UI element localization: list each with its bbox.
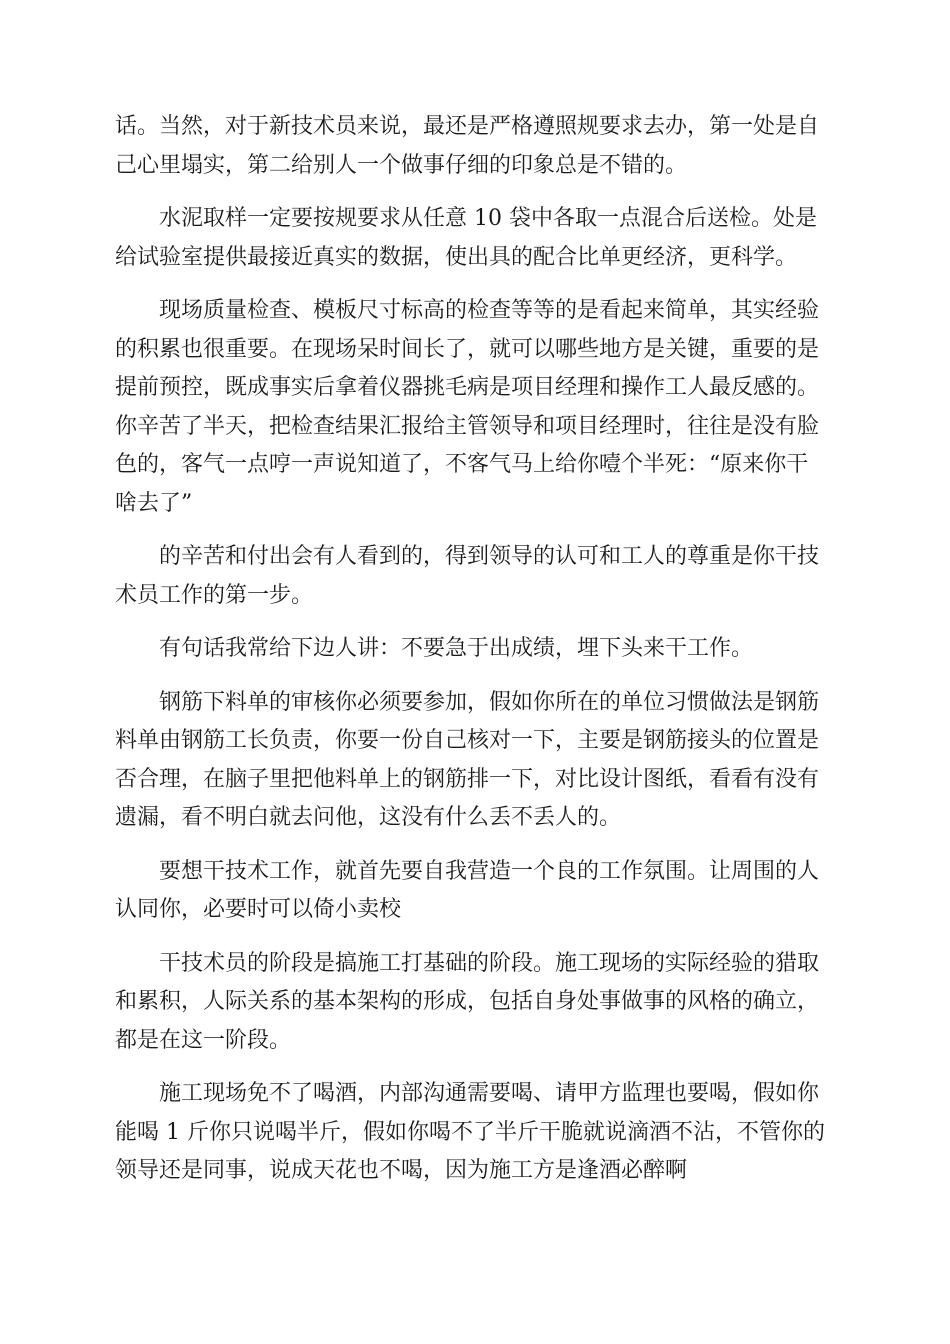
paragraph-3 xyxy=(115,292,835,523)
paragraph-line: 你辛苦了半天，把检查结果汇报给主管领导和项目经理时，往往是没有脸 xyxy=(115,413,820,439)
paragraph-line: 的积累也很重要。在现场呆时间长了，就可以哪些地方是关键，重要的是 xyxy=(115,336,820,362)
paragraph-6 xyxy=(115,684,835,838)
paragraph-line: 否合理，在脑子里把他料单上的钢筋排一下，对比设计图纸，看看有没有 xyxy=(115,766,820,792)
paragraph-line: 能喝 1 斤你只说喝半斤，假如你喝不了半斤干脆就说滴酒不沾，不管你的 xyxy=(115,1119,825,1145)
paragraph-line: 给试验室提供最接近真实的数据，使出具的配合比单更经济，更科学。 xyxy=(115,244,798,270)
paragraph-2 xyxy=(115,200,835,277)
paragraph-line: 现场质量检查、模板尺寸标高的检查等等的是看起来简单，其实经验 xyxy=(159,298,820,323)
paragraph-line: 术员工作的第一步。 xyxy=(115,582,314,608)
paragraph-line: 己心里塌实，第二给别人一个做事仔细的印象总是不错的。 xyxy=(115,152,688,178)
paragraph-9 xyxy=(115,1075,835,1191)
paragraph-line: 的辛苦和付出会有人看到的，得到领导的认可和工人的尊重是你干技 xyxy=(159,544,820,569)
paragraph-line: 都是在这一阶段。 xyxy=(115,1027,292,1053)
paragraph-line: 啥去了” xyxy=(115,490,193,516)
paragraph-line: 施工现场免不了喝酒，内部沟通需要喝、请甲方监理也要喝，假如你 xyxy=(159,1081,820,1106)
paragraph-line: 领导还是同事，说成天花也不喝，因为施工方是逢酒必醉啊 xyxy=(115,1158,688,1183)
paragraph-line: 提前预控，既成事实后拿着仪器挑毛病是项目经理和操作工人最反感的。 xyxy=(115,375,820,400)
paragraph-line: 遗漏，看不明白就去问他，这没有什么丢不丢人的。 xyxy=(115,805,622,830)
document-body xyxy=(115,108,835,1206)
paragraph-line: 料单由钢筋工长负责，你要一份自己核对一下，主要是钢筋接头的位置是 xyxy=(115,728,820,753)
paragraph-line: 要想干技术工作，就首先要自我营造一个良的工作氛围。让周围的人 xyxy=(159,858,820,884)
paragraph-4 xyxy=(115,538,835,615)
paragraph-line: 认同你，必要时可以倚小卖校 xyxy=(115,897,402,922)
paragraph-8 xyxy=(115,945,835,1061)
paragraph-line: 和累积，人际关系的基本架构的形成，包括自身处事做事的风格的确立， xyxy=(115,989,820,1014)
paragraph-7 xyxy=(115,853,835,930)
paragraph-line: 钢筋下料单的审核你必须要参加，假如你所在的单位习惯做法是钢筋 xyxy=(159,689,820,715)
paragraph-5 xyxy=(115,630,835,669)
paragraph-line: 干技术员的阶段是搞施工打基础的阶段。施工现场的实际经验的猎取 xyxy=(159,950,820,976)
paragraph-line: 话。当然，对于新技术员来说，最还是严格遵照规要求去办，第一处是自 xyxy=(115,114,820,139)
paragraph-1 xyxy=(115,108,835,185)
paragraph-line: 有句话我常给下边人讲：不要急于出成绩，埋下头来干工作。 xyxy=(159,636,754,661)
paragraph-line: 水泥取样一定要按规要求从任意 10 袋中各取一点混合后送检。处是 xyxy=(159,206,817,231)
paragraph-line: 色的，客气一点哼一声说知道了，不客气马上给你噎个半死：“原来你干 xyxy=(115,452,809,477)
